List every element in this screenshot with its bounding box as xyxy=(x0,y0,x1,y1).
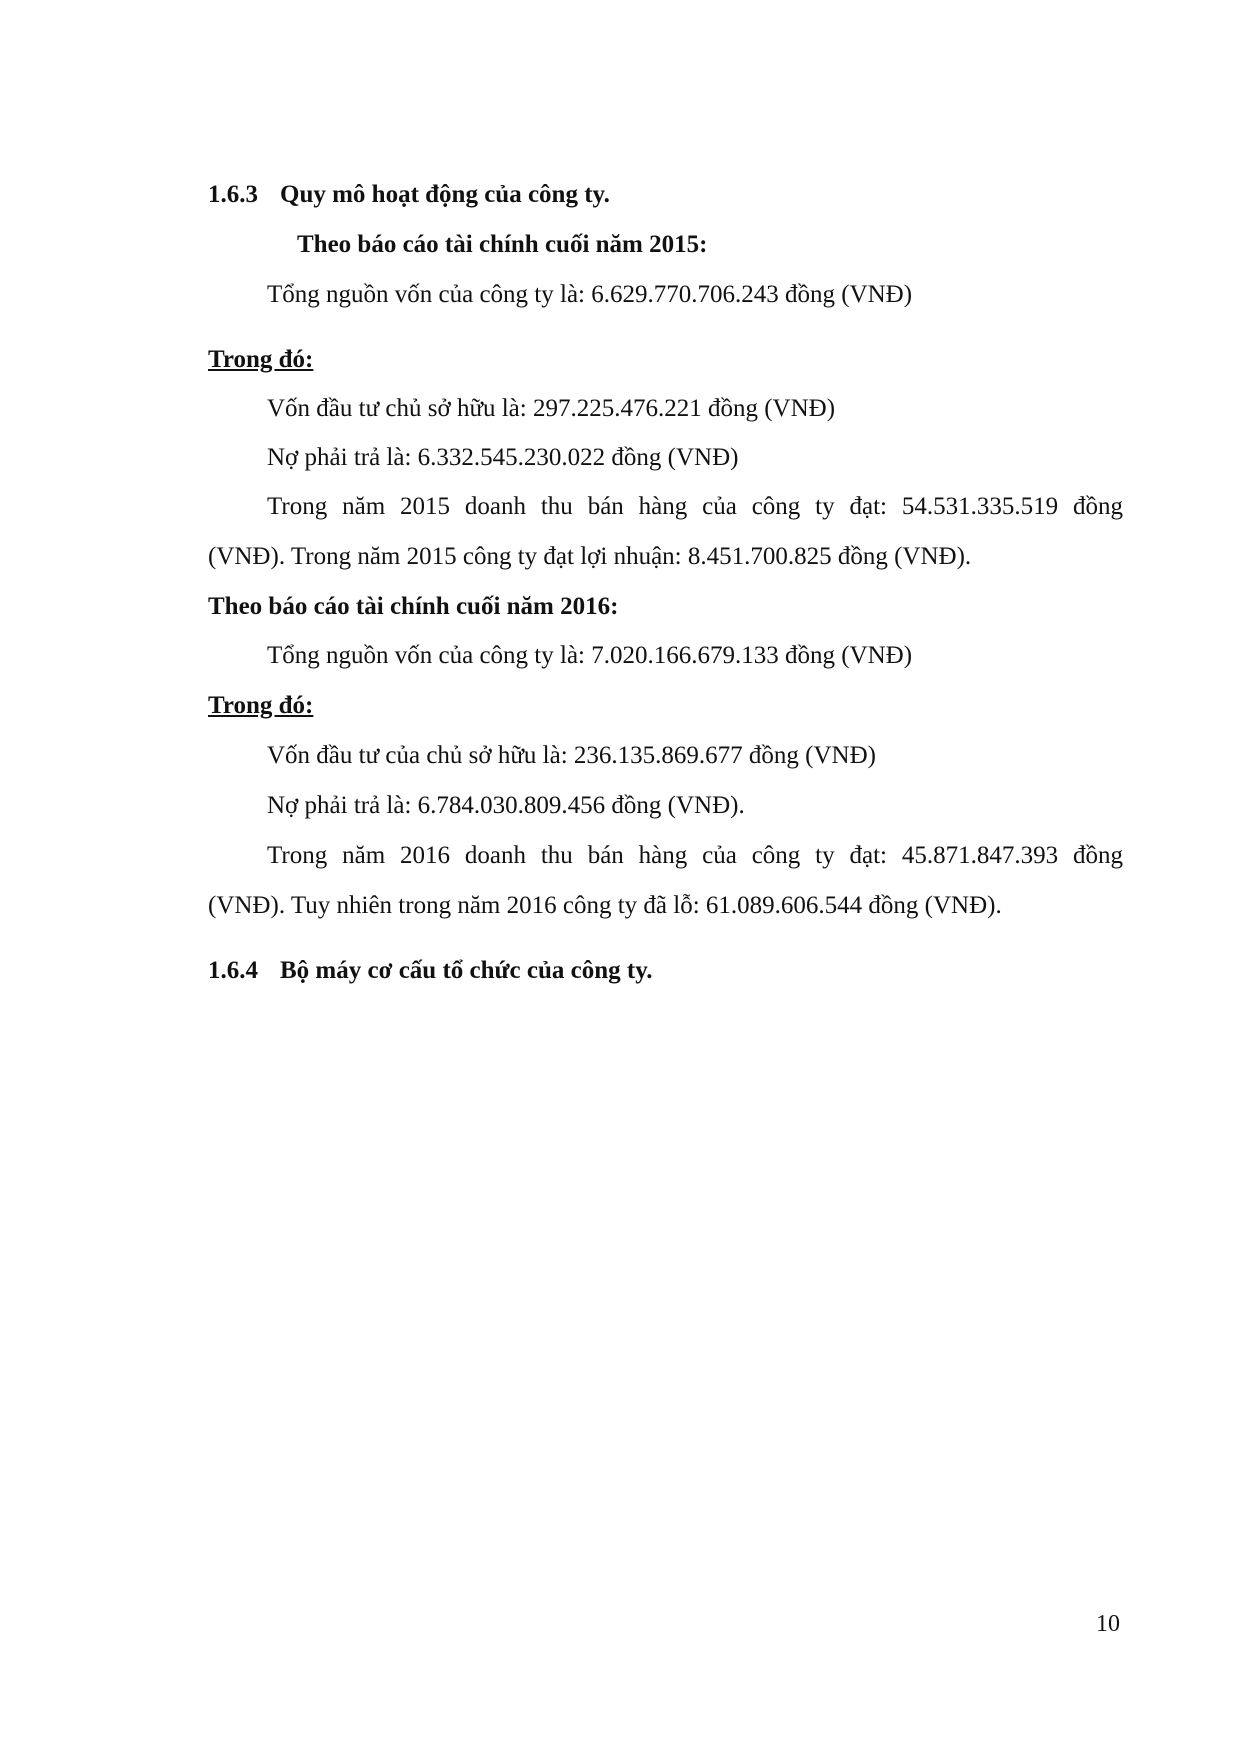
revenue-2015-line1: Trong năm 2015 doanh thu bán hàng của công ty đạt: 54.531.335.519 đồng xyxy=(267,493,1123,520)
page-number: 10 xyxy=(1096,1611,1120,1637)
liabilities-2015: Nợ phải trả là: 6.332.545.230.022 đồng (VNĐ) xyxy=(267,444,739,471)
total-capital-2015: Tổng nguồn vốn của công ty là: 6.629.770.706.243 đồng (VNĐ) xyxy=(267,281,913,308)
equity-2015: Vốn đầu tư chủ sở hữu là: 297.225.476.221 đồng (VNĐ) xyxy=(267,395,836,422)
revenue-2015-line2: (VNĐ). Trong năm 2015 công ty đạt lợi nhuận: 8.451.700.825 đồng (VNĐ). xyxy=(208,543,972,570)
equity-2016: Vốn đầu tư của chủ sở hữu là: 236.135.869.677 đồng (VNĐ) xyxy=(267,742,876,769)
section-title: Quy mô hoạt động của công ty. xyxy=(280,181,610,208)
liabilities-2016: Nợ phải trả là: 6.784.030.809.456 đồng (VNĐ). xyxy=(267,792,745,819)
section-title: Bộ máy cơ cấu tổ chức của công ty. xyxy=(280,957,653,984)
section-number: 1.6.3 xyxy=(208,181,258,208)
report-2016-heading: Theo báo cáo tài chính cuối năm 2016: xyxy=(208,593,619,620)
among-label-2015: Trong đó: xyxy=(208,346,314,373)
report-2015-heading: Theo báo cáo tài chính cuối năm 2015: xyxy=(297,231,708,258)
section-heading-1-6-3 xyxy=(208,180,610,210)
section-heading-1-6-4 xyxy=(208,956,653,986)
revenue-2016-line2: (VNĐ). Tuy nhiên trong năm 2016 công ty đã lỗ: 61.089.606.544 đồng (VNĐ). xyxy=(208,892,1002,919)
revenue-2016-line1: Trong năm 2016 doanh thu bán hàng của công ty đạt: 45.871.847.393 đồng xyxy=(267,842,1123,869)
total-capital-2016: Tổng nguồn vốn của công ty là: 7.020.166.679.133 đồng (VNĐ) xyxy=(267,642,913,669)
section-number: 1.6.4 xyxy=(208,957,258,984)
among-label-2016: Trong đó: xyxy=(208,692,314,719)
